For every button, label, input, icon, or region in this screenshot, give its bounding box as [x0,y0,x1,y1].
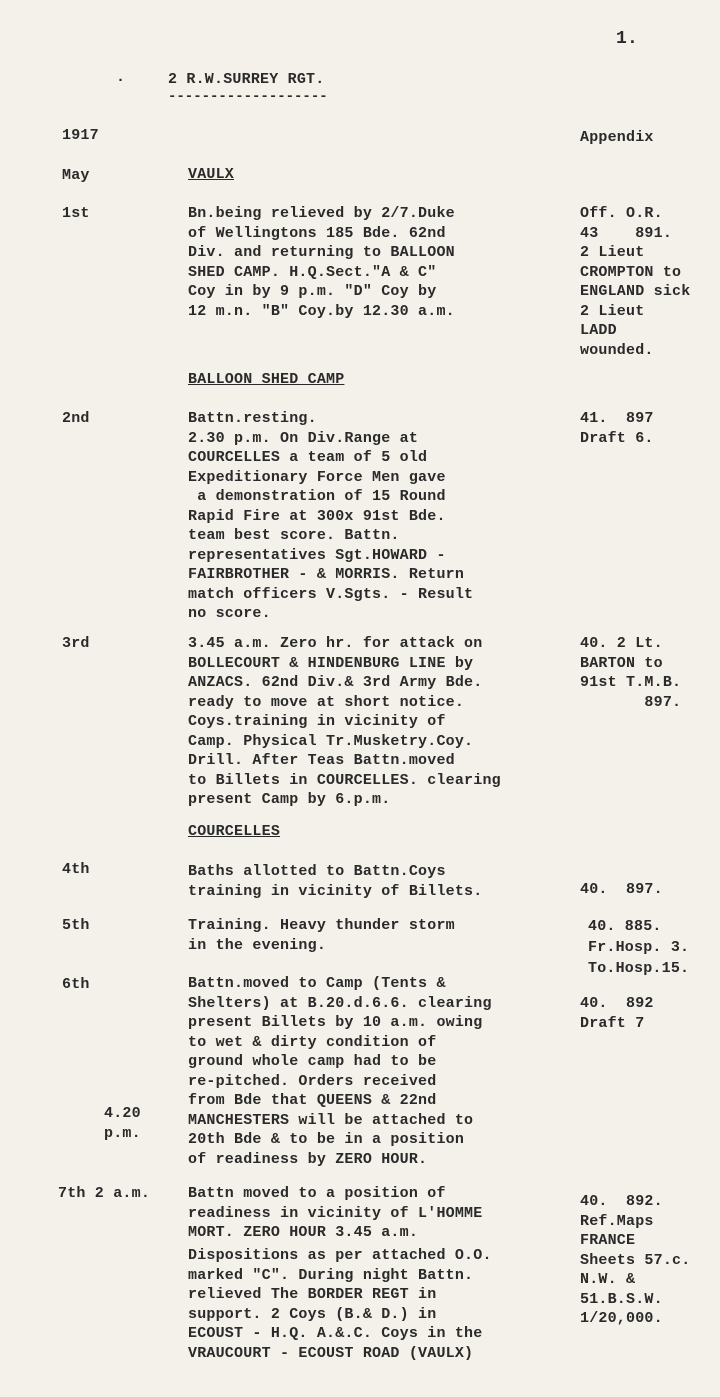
year: 1917 [62,127,99,144]
entry-appendix: 41. 897 Draft 6. [580,410,654,447]
entry-text: Battn.resting. 2.30 p.m. On Div.Range at COURCELLES a team of 5 old Expeditionary Force Men gave a demonstration of 15 Round Rapid Fire at 300x 91st Bde. team best score. Battn. representatives Sgt.HOWARD - FAIRBROTHER - & MORRIS. Return match officers V.Sgts. - Result no score. [188,410,474,622]
entry-appendix: 40. 892. Ref.Maps FRANCE Sheets 57.c. N.W. & 51.B.S.W. 1/20,000. [580,1193,691,1327]
entry-time: 4.20 p.m. [104,1105,141,1142]
title-underline: ------------------- [168,89,328,105]
entry-text-continued: Dispositions as per attached O.O. marked "C". During night Battn. relieved The BORDER REGT in support. 2 Coys (B.& D.) in ECOUST - H.Q. A.&.C. Coys in the VRAUCOURT - ECOUST ROAD (VAULX) [188,1247,492,1362]
entry-appendix: 40. 885. Fr.Hosp. 3. To.Hosp.15. [588,918,690,977]
entry-date: 4th [62,861,90,878]
entry-date: 3rd [62,635,90,652]
entry-text: Training. Heavy thunder storm in the evening. [188,917,455,954]
header-bullet: . [116,69,126,86]
appendix-heading: Appendix [580,129,654,146]
entry-date: 6th [62,976,90,993]
entry-date: 5th [62,917,90,934]
diary-title: 2 R.W.SURREY RGT. [168,71,325,88]
entry-appendix: Off. O.R. 43 891. 2 Lieut CROMPTON to ENGLAND sick 2 Lieut LADD wounded. [580,205,691,359]
entry-date: 2nd [62,410,90,427]
location-balloon-shed-camp: BALLOON SHED CAMP [188,371,345,388]
month: May [62,167,90,184]
entry-date: 1st [62,205,90,222]
entry-text: Bn.being relieved by 2/7.Duke of Wellingtons 185 Bde. 62nd Div. and returning to BALLOON SHED CAMP. H.Q.Sect."A & C" Coy in by 9 p.m. "D" Coy by 12 m.n. "B" Coy.by 12.30 a.m. [188,205,455,320]
location-courcelles: COURCELLES [188,823,281,840]
page-number: 1. [616,29,639,49]
entry-text: Baths allotted to Battn.Coys training in vicinity of Billets. [188,863,483,900]
entry-text: Battn.moved to Camp (Tents & Shelters) at B.20.d.6.6. clearing present Billets by 10 a.m. owing to wet & dirty condition of ground whole camp had to be re-pitched. Orders received from Bde that QUEENS & 22nd MANCHESTERS will be attached to 20th Bde & to be in a position of readiness by ZERO HOUR. [188,975,492,1168]
entry-text: Battn moved to a position of readiness in vicinity of L'HOMME MORT. ZERO HOUR 3.45 a.m. [188,1185,483,1241]
entry-text: 3.45 a.m. Zero hr. for attack on BOLLECOURT & HINDENBURG LINE by ANZACS. 62nd Div.& 3rd Army Bde. ready to move at short notice. Coys.training in vicinity of Camp. Physical Tr.Musketry.Coy. Drill. After Teas Battn.moved to Billets in COURCELLES. clearing present Camp by 6.p.m. [188,635,501,808]
entry-appendix: 40. 892 Draft 7 [580,995,654,1032]
location-vaulx: VAULX [188,166,235,183]
entry-appendix: 40. 2 Lt. BARTON to 91st T.M.B. 897. [580,635,682,711]
entry-appendix: 40. 897. [580,881,663,898]
entry-date: 7th 2 a.m. [58,1185,151,1202]
